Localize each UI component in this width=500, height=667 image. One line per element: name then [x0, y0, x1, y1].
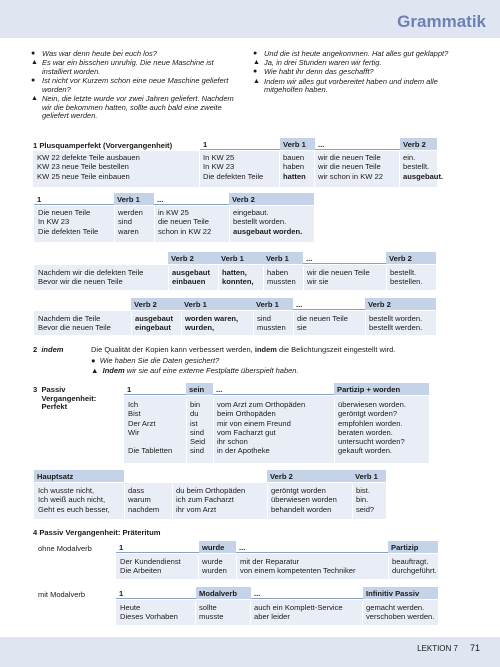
- dialogue-text: Ja, in drei Stunden waren wir fertig.: [264, 58, 382, 68]
- table-cell-column: wir die neuen Teile wir die neuen Teile wir schon in KW 22: [314, 151, 386, 187]
- col-header: 1: [116, 587, 196, 599]
- sentence-part: Die Qualität der Kopien kann verbessert werden,: [91, 345, 253, 354]
- table-cell-column: hatten, konnten,: [218, 266, 257, 290]
- table-cell-column: worden waren, wurden,: [181, 312, 241, 335]
- col-header: Verb 1: [253, 298, 293, 310]
- table-praeteritum-ohne-modalverb: [116, 541, 438, 553]
- sentence-keyword: indem: [254, 345, 277, 354]
- dialogue-line: [252, 78, 467, 95]
- table-cell-column: KW 22 defekte Teile ausbauen KW 23 neue Teile bestellen KW 25 neue Teile einbauen: [37, 153, 140, 181]
- intro-dialogue-left: [30, 50, 245, 122]
- table-cell-column: bauen haben hatten: [279, 151, 309, 187]
- bullet-marker: ●: [253, 50, 258, 57]
- col-header: Verb 1: [280, 138, 315, 150]
- col-header: Verb 2: [267, 470, 352, 482]
- dialogue-text: Es war ein bisschen unruhig. Die neue Maschine ist installiert worden.: [42, 58, 214, 76]
- bullet-marker: ●: [253, 68, 258, 76]
- section-2: [33, 345, 63, 354]
- table-cell-column: sind mussten: [253, 312, 289, 335]
- table-plusquamperfekt-2: [34, 193, 314, 205]
- table-cell-column: dass warum nachdem: [124, 484, 162, 519]
- col-header: 1: [34, 193, 114, 205]
- col-header: ...: [293, 298, 365, 310]
- dialogue-line: [30, 77, 245, 94]
- col-header: Infinitiv Passiv: [363, 587, 438, 599]
- col-header: Verb 1: [263, 252, 303, 264]
- sentence-part: die Belichtungszeit eingestellt wird.: [279, 345, 396, 354]
- table-cell-column: Nachdem die Teile Bevor die neuen Teile: [38, 314, 111, 333]
- col-header: 1: [116, 541, 199, 553]
- table-cell-column: Die neuen Teile In KW 23 Die defekten Teile: [38, 208, 99, 236]
- dialogue-line: [30, 59, 245, 76]
- table-cell-column: werden sind waren: [114, 206, 146, 242]
- table-cell-column: Der Kundendienst Die Arbeiten: [120, 557, 181, 576]
- indem-answer: [91, 366, 299, 375]
- page-number: 71: [469, 643, 480, 653]
- col-header: ...: [251, 587, 363, 599]
- section-3-title: 3 Passiv Vergangenheit: Perfekt: [33, 385, 97, 412]
- table-cell-column: in KW 25 die neuen Teile schon in KW 22: [154, 206, 214, 242]
- bullet-marker: ●: [91, 356, 96, 365]
- table-cell-column: du beim Orthopäden ich zum Facharzt ihr vom Arzt: [172, 484, 248, 519]
- table-cell-column: ein. bestellt. ausgebaut.: [399, 151, 446, 187]
- indem-example-sentence: [91, 345, 395, 354]
- table-cell-column: ausgebaut eingebaut: [131, 312, 176, 335]
- table-passiv-perfekt: [124, 383, 429, 395]
- col-header: sein: [186, 383, 213, 395]
- table-cell-column: Heute Dieses Vorhaben: [120, 603, 178, 622]
- col-header: Verb 2: [168, 252, 218, 264]
- table-passiv-nebensatz: [34, 470, 386, 482]
- page-title: Grammatik: [397, 12, 486, 31]
- label-mit-modalverb: mit Modalverb: [38, 590, 86, 599]
- label-ohne-modalverb: ohne Modalverb: [38, 544, 92, 553]
- bullet-marker: ▲: [31, 94, 38, 102]
- col-header: ...: [213, 383, 334, 395]
- col-header: Partizip + worden: [334, 383, 429, 395]
- col-header: Verb 1: [218, 252, 263, 264]
- answer-text: wir sie auf eine externe Festplatte überspielt haben.: [126, 366, 299, 375]
- table-plusquamperfekt-4: [131, 298, 436, 310]
- table-cell-column: beauftragt. durchgeführt.: [388, 555, 440, 579]
- dialogue-text: Ist nicht vor Kurzem schon eine neue Maschine geliefert worden?: [42, 76, 229, 94]
- col-header: Verb 2: [400, 138, 437, 150]
- bullet-marker: ▲: [253, 59, 260, 67]
- table-cell-column: eingebaut. bestellt worden. ausgebaut worden.: [229, 206, 305, 242]
- table-cell-column: bist. bin. seid?: [352, 484, 377, 519]
- bullet-marker: ▲: [31, 59, 38, 67]
- col-header: Verb 2: [386, 252, 436, 264]
- col-header: Verb 2: [229, 193, 314, 205]
- table-cell-column: auch ein Komplett-Service aber leider: [250, 601, 346, 625]
- table-cell-column: mit der Reparatur von einem kompetenten Techniker: [236, 555, 359, 579]
- table-cell-column: vom Arzt zum Orthopäden beim Orthopäden mir von einem Freund vom Facharzt gut ihr schon in der Apotheke: [213, 398, 308, 463]
- table-cell-column: Nachdem wir die defekten Teile Bevor wir die neuen Teile: [38, 268, 144, 287]
- dialogue-text: Indem wir alles gut vorbereitet haben und indem alle mitgeholfen haben.: [264, 76, 438, 95]
- section-4-title: 4 Passiv Vergangenheit: Präteritum: [33, 528, 161, 537]
- col-header: 1: [200, 138, 280, 150]
- col-header: ...: [303, 252, 386, 264]
- col-header: Verb 2: [365, 298, 436, 310]
- bullet-marker: ▲: [253, 77, 260, 85]
- table-plusquamperfekt-3: [168, 252, 436, 264]
- table-cell-column: bestellt. bestellen.: [386, 266, 426, 290]
- table-cell-column: geröntgt worden überwiesen worden behandelt worden: [267, 484, 340, 519]
- table-cell-column: überwiesen worden. geröntgt worden? empfohlen worden. beraten worden. untersucht worden? gekauft worden.: [334, 398, 409, 463]
- table-cell-column: bin du ist sind Seid sind: [186, 398, 208, 463]
- dialogue-text: Nein, die letzte wurde vor zwei Jahren geliefert. Nachdem wir die bekommen hatten, sollte auch bald eine zweite geliefert werden.: [42, 93, 234, 121]
- col-header: Hauptsatz: [34, 470, 124, 482]
- dialogue-text: Wie habt ihr denn das geschafft?: [264, 67, 374, 77]
- table-cell-column: Ich wusste nicht, Ich weiß auch nicht, Geht es euch besser,: [38, 486, 110, 514]
- section-number: 2: [33, 345, 38, 354]
- col-header: ...: [236, 541, 388, 553]
- bullet-marker: ●: [31, 77, 36, 85]
- table-cell-column: haben mussten: [263, 266, 299, 290]
- table-cell-column: gemacht werden. verschoben werden.: [362, 601, 437, 625]
- dialogue-line: [30, 95, 245, 121]
- table-cell-column: ausgebaut einbauen: [168, 266, 213, 290]
- table-cell-column: wurde wurden: [198, 555, 230, 579]
- intro-dialogue-right: [252, 50, 467, 95]
- table-cell-column: wir die neuen Teile wir sie: [303, 266, 373, 290]
- table-praeteritum-mit-modalverb: [116, 587, 438, 599]
- footer: [417, 643, 480, 654]
- table-cell-column: In KW 25 In KW 23 Die defekten Teile: [199, 151, 266, 187]
- table-cell-column: bestellt worden. bestellt werden.: [365, 312, 425, 335]
- section-2-title: indem: [41, 345, 64, 354]
- col-header: Verb 1: [181, 298, 253, 310]
- table-cell-column: Ich Bist Der Arzt Wir Die Tabletten: [128, 400, 173, 456]
- col-header: Verb 1: [114, 193, 154, 205]
- answer-keyword: Indem: [102, 366, 125, 375]
- question-text: Wie haben Sie die Daten gesichert?: [99, 356, 220, 365]
- col-header: ...: [315, 138, 400, 150]
- dialogue-text: Was war denn heute bei euch los?: [42, 49, 157, 58]
- bullet-marker: ▲: [91, 366, 99, 375]
- indem-question: [91, 356, 219, 365]
- col-header: Partizip: [388, 541, 438, 553]
- col-header: ...: [154, 193, 229, 205]
- table-cell-column: sollte musste: [195, 601, 226, 625]
- col-header: Modalverb: [196, 587, 251, 599]
- col-header: 1: [124, 383, 186, 395]
- bullet-marker: ●: [31, 50, 36, 57]
- dialogue-text: Und die ist heute angekommen. Hat alles gut geklappt?: [264, 49, 449, 58]
- table-cell-column: die neuen Teile sie: [293, 312, 351, 335]
- col-header: wurde: [199, 541, 236, 553]
- lesson-label: LEKTION 7: [417, 644, 458, 653]
- section-1-title: 1 Plusquamperfekt (Vorvergangenheit): [33, 141, 173, 150]
- col-header: Verb 2: [131, 298, 181, 310]
- col-header: Verb 1: [352, 470, 386, 482]
